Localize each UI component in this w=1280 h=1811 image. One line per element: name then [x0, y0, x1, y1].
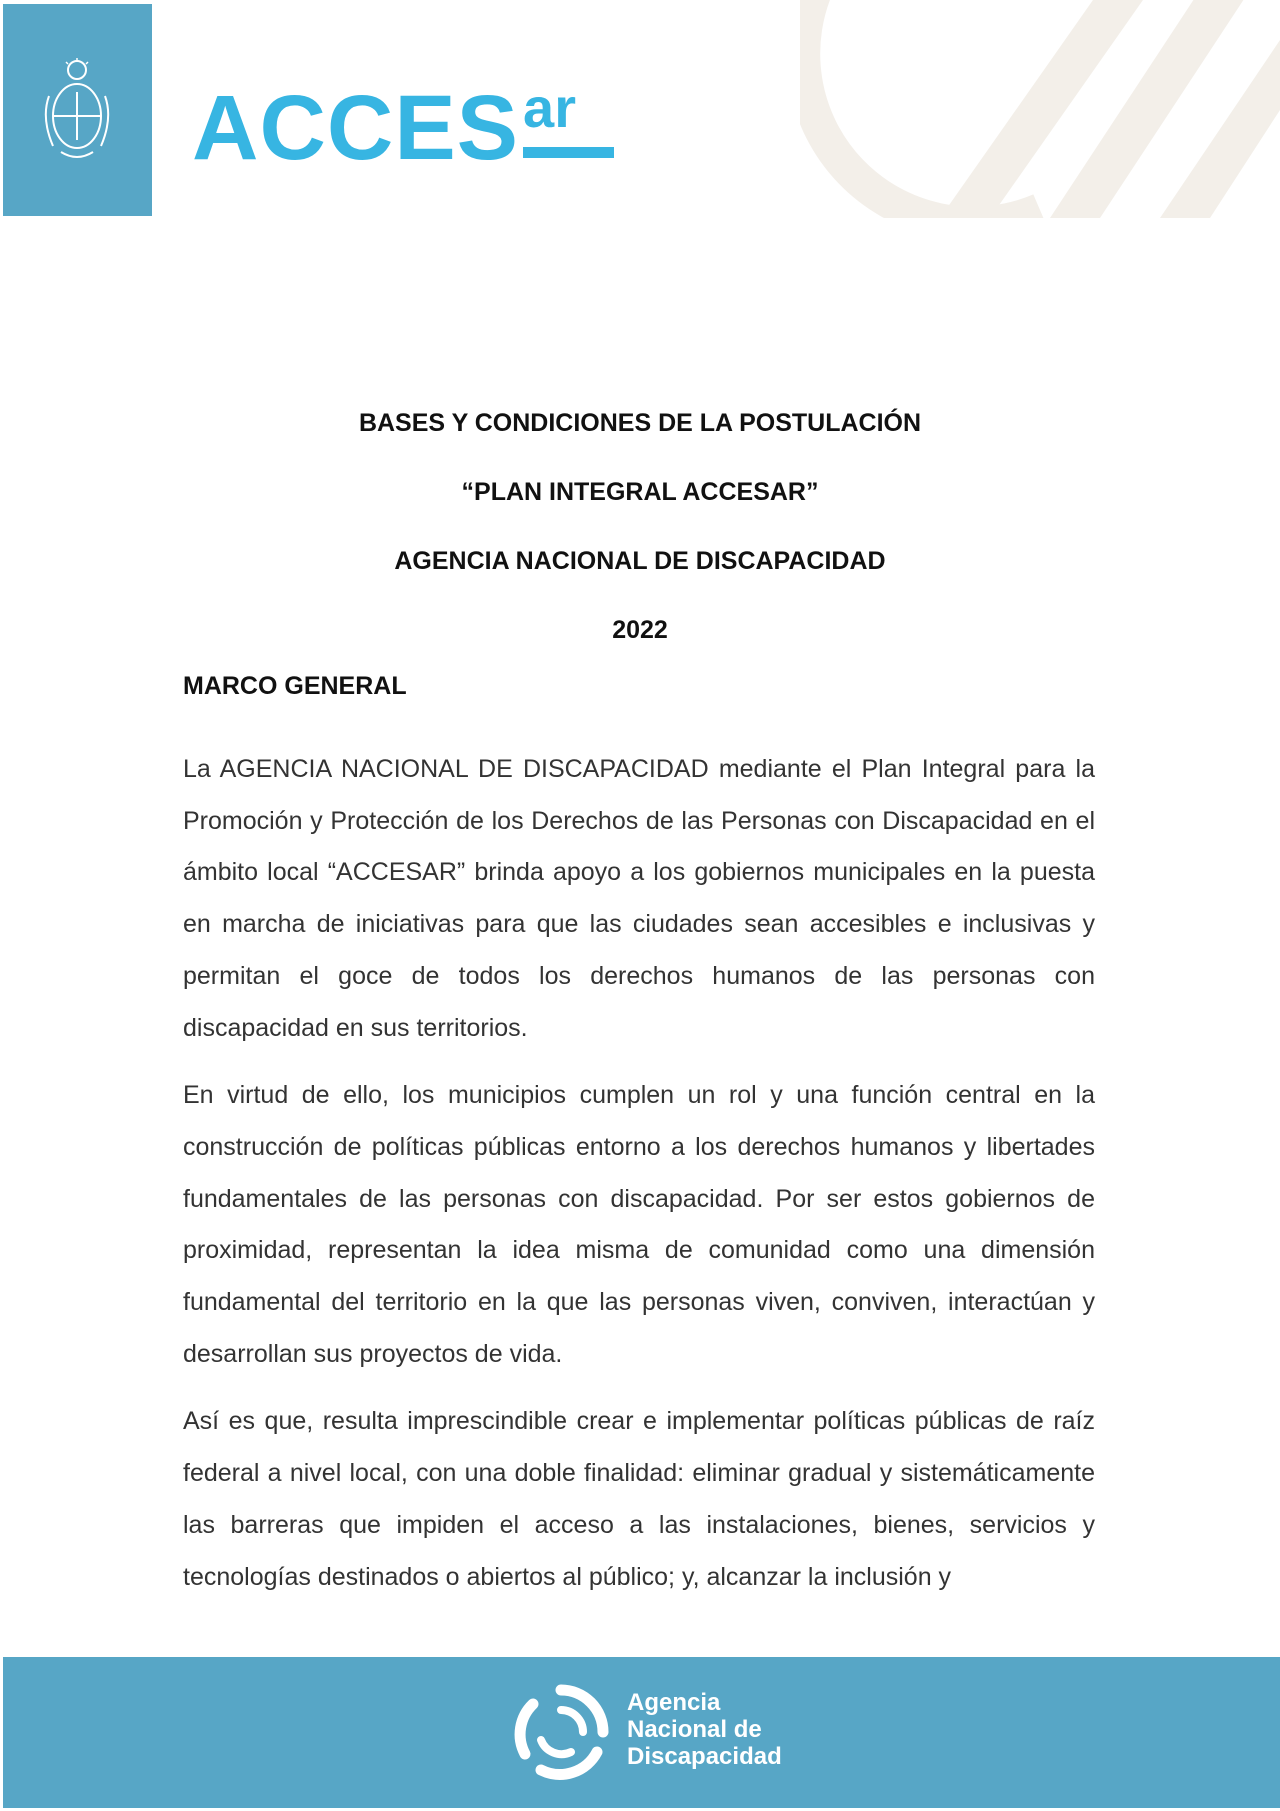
title-line-1: BASES Y CONDICIONES DE LA POSTULACIÓN [358, 409, 922, 437]
title-line-3: AGENCIA NACIONAL DE DISCAPACIDAD [394, 547, 886, 575]
title-year: 2022 [612, 616, 668, 644]
brand-suffix: ar [523, 76, 576, 139]
document-titles [180, 398, 1100, 674]
paragraph: Así es que, resulta imprescindible crear e implementar políticas públicas de raíz federal a nivel local, con una doble finalidad: eliminar gradual y sistemáticamente las barreras que impiden el acceso a las instalaciones, bienes, servicios y tecnologías destinados o abiertos al público; y, alcanzar la inclusión y [183, 1407, 1095, 1591]
paragraph: La AGENCIA NACIONAL DE DISCAPACIDAD mediante el Plan Integral para la Promoción y Protección de los Derechos de las Personas con Discapacidad en el ámbito local “ACCESAR” brinda apoyo a los gobiernos municipales en la puesta en marcha de iniciativas para que las ciudades sean accesibles e inclusivas y permitan el goce de todos los derechos humanos de las personas con discapacidad en sus territorios. [183, 755, 1095, 1042]
agency-name-line: Discapacidad [627, 1743, 782, 1770]
body-text [183, 744, 1095, 1619]
brand-underline [523, 147, 614, 158]
argentina-coat-of-arms-icon [39, 56, 115, 166]
paragraph: En virtud de ello, los municipios cumplen un rol y una función central en la construcción de políticas públicas entorno a los derechos humanos y libertades fundamentales de las personas con discapacidad. Por ser estos gobiernos de proximidad, representan la idea misma de comunidad como una dimensión fundamental del territorio en la que las personas viven, conviven, interactúan y desarrollan sus proyectos de vida. [183, 1081, 1095, 1368]
section-heading: MARCO GENERAL [183, 672, 407, 700]
agency-name-line: Nacional de [627, 1716, 762, 1743]
header-decoration [800, 0, 1280, 218]
brand-name: ACCES [192, 77, 520, 179]
agency-name-line: Agencia [627, 1689, 721, 1716]
emblem-panel [3, 4, 152, 216]
title-line-2: “PLAN INTEGRAL ACCESAR” [461, 478, 819, 506]
page-footer [3, 1657, 1280, 1808]
accesar-brand-logo [192, 76, 617, 179]
agency-name [627, 1689, 782, 1770]
agency-swirl-logo-icon [511, 1682, 611, 1782]
